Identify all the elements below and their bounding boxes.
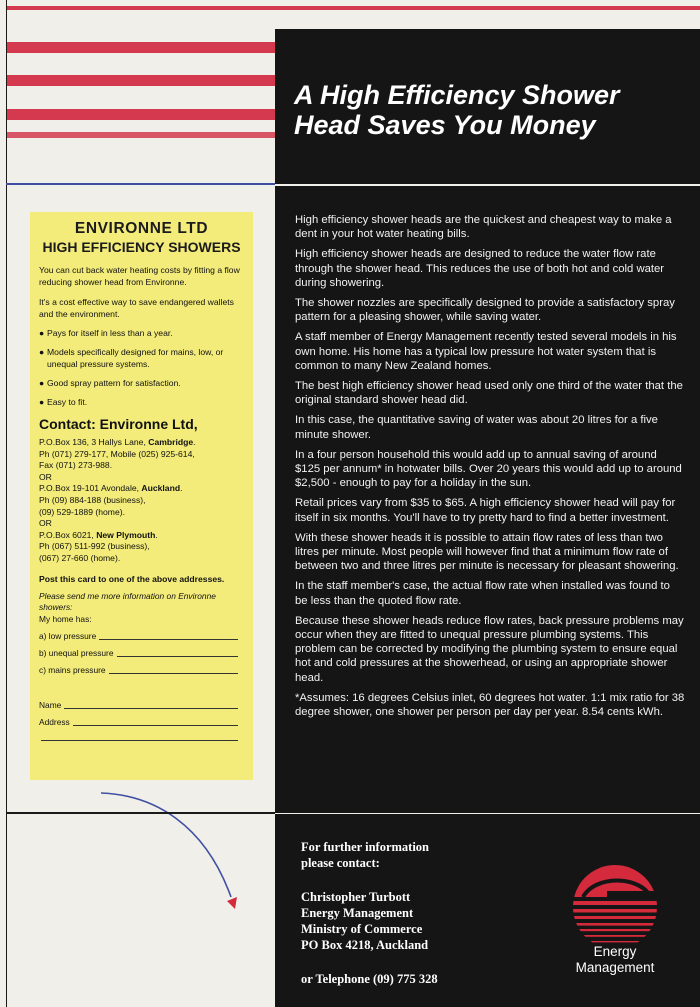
card-intro: You can cut back water heating costs by fitting a flow reducing shower head from Environne.: [39, 265, 240, 287]
address-phone: (067) 27-660 (home).: [39, 552, 121, 563]
option-label: b) unequal pressure: [39, 647, 114, 658]
blue-rule: [6, 183, 275, 185]
red-stripe: [7, 109, 275, 120]
article-paragraph: With these shower heads it is possible to attain flow rates of less than two litres per minute. Most people will however find that a minimum flow rate of between two and three litres per minute is necessary for pleasant showering.: [295, 531, 679, 573]
address-fill-line[interactable]: [41, 740, 238, 741]
red-stripe: [7, 75, 275, 86]
article-paragraph: The best high efficiency shower head used only one third of the water that the original standard shower head did.: [295, 380, 683, 407]
or-separator: OR: [39, 518, 52, 529]
arrow-icon: [95, 785, 255, 915]
option-low-pressure[interactable]: [39, 631, 244, 642]
address-label: Address: [39, 716, 70, 727]
address-text: P.O.Box 6021,: [39, 529, 97, 540]
address-text: .: [180, 483, 183, 494]
article-paragraph: A staff member of Energy Management recently tested several models in his own home. His home has a typical low pressure hot water system that is common to many New Zealand homes.: [295, 331, 677, 372]
bullet-text: Good spray pattern for satisfaction.: [47, 378, 181, 388]
address-fill-line[interactable]: [73, 725, 238, 726]
card-bullet: [39, 396, 244, 408]
contact-heading: Contact: Environne Ltd,: [39, 416, 198, 432]
address-cambridge: [39, 437, 244, 565]
name-field[interactable]: [39, 700, 244, 711]
contact-po-box: PO Box 4218, Auckland: [301, 938, 429, 953]
address-fax: Fax (071) 273-988.: [39, 460, 113, 471]
name-label: Name: [39, 699, 62, 710]
address-text: .: [155, 529, 158, 540]
article-paragraph: Retail prices vary from $35 to $65. A high efficiency shower head will pay for itself in six months. You'll have to try pretty hard to find a better investment.: [295, 497, 676, 524]
card-subtitle: HIGH EFFICIENCY SHOWERS: [42, 239, 241, 255]
option-fill-line[interactable]: [109, 673, 238, 674]
address-phone: (09) 529-1889 (home).: [39, 506, 125, 517]
address-phone: Ph (09) 884-188 (business),: [39, 494, 146, 505]
further-info-line: For further information: [301, 840, 429, 854]
article-footnote: *Assumes: 16 degrees Celsius inlet, 60 degrees hot water. 1:1 mix ratio for 38 degree shower, one shower per person per day per year. 8.54 cents kWh.: [295, 691, 685, 719]
address-text: .: [193, 437, 196, 447]
bullet-icon: ●: [39, 347, 45, 357]
frame-left-line: [6, 0, 7, 1007]
contact-name: Christopher Turbott: [301, 889, 411, 904]
headline-line-2: Head Saves You Money: [294, 110, 596, 140]
option-mains-pressure[interactable]: [39, 665, 244, 676]
headline: [294, 80, 694, 140]
address-text: P.O.Box 136, 3 Hallys Lane,: [39, 437, 149, 447]
option-label: c) mains pressure: [39, 664, 106, 675]
option-unequal-pressure[interactable]: [39, 648, 244, 659]
bullet-text: Easy to fit.: [47, 397, 88, 407]
option-label: a) low pressure: [39, 630, 97, 641]
option-fill-line[interactable]: [117, 656, 239, 657]
article-paragraph: Because these shower heads reduce flow rates, back pressure problems may occur when they are fitted to unequal pressure plumbing systems. This problem can be corrected by modifying the plumbing system to ensure equal hot and cold pressures at the showerhead, or using an appropriate shower head.: [295, 614, 684, 684]
article-body: [295, 213, 685, 725]
home-has-label: [39, 614, 244, 625]
address-phone: Ph (067) 511-992 (business),: [39, 541, 150, 552]
logo-label-line: Energy: [593, 944, 637, 959]
further-info-line: please contact:: [301, 856, 380, 871]
logo-label: [560, 944, 670, 976]
bullet-text: Models specifically designed for mains, low, or unequal pressure systems.: [47, 347, 224, 369]
card-bullet: [39, 346, 244, 370]
bottom-rule: [6, 812, 275, 814]
red-stripe: [7, 132, 275, 138]
red-stripe: [7, 6, 700, 10]
article-paragraph: In a four person household this would add up to annual saving of around $125 per annum* in hotwater bills. Over 20 years this would add up to around $2,500 - enough to pay for a holiday in the sun.: [295, 448, 682, 490]
card-intro: It's a cost effective way to save endangered wallets and the environment.: [39, 297, 234, 319]
request-text: Please send me more information on Environne showers:: [39, 590, 216, 612]
card-bullet: [39, 377, 244, 389]
address-city: Cambridge: [148, 437, 194, 447]
or-separator: OR: [39, 471, 52, 482]
article-paragraph: The shower nozzles are specifically designed to provide a satisfactory spray pattern for a pleasing shower, while saving water.: [295, 297, 675, 324]
contact-org: Ministry of Commerce: [301, 922, 423, 937]
bullet-icon: ●: [39, 328, 45, 338]
article-paragraph: In this case, the quantitative saving of water was about 20 litres for a five minute shower.: [295, 414, 658, 441]
bullet-text: Pays for itself in less than a year.: [47, 328, 173, 338]
contact-telephone: or Telephone (09) 775 328: [301, 971, 438, 986]
address-field[interactable]: [39, 717, 244, 728]
address-city: New Plymouth: [96, 529, 156, 540]
contact-org: Energy Management: [301, 905, 414, 920]
headline-line-1: A High Efficiency Shower: [294, 80, 620, 110]
article-paragraph: In the staff member's case, the actual flow rate when installed was found to be less than the quoted flow rate.: [295, 580, 670, 607]
address-city: Auckland: [141, 483, 181, 494]
article-paragraph: High efficiency shower heads are the quickest and cheapest way to make a dent in your hot water heating bills.: [295, 214, 672, 241]
name-fill-line[interactable]: [64, 708, 238, 709]
card-brand: ENVIRONNE LTD: [74, 220, 209, 237]
card-bullet: [39, 327, 244, 339]
option-fill-line[interactable]: [99, 639, 238, 640]
post-instruction: Post this card to one of the above addresses.: [39, 573, 225, 584]
reply-card: [30, 212, 253, 780]
article-paragraph: High efficiency shower heads are designed to reduce the water flow rate through the shower head. This reduces the use of both hot and cold water during showering.: [295, 248, 665, 289]
further-info: [301, 839, 531, 987]
home-has-text: My home has:: [39, 613, 92, 624]
logo-label-line: Management: [575, 960, 655, 975]
address-text: P.O.Box 19-101 Avondale,: [39, 483, 142, 494]
bullet-icon: ●: [39, 378, 45, 388]
address-phone: Ph (071) 279-177, Mobile (025) 925-614,: [39, 448, 195, 459]
bullet-icon: ●: [39, 397, 45, 407]
red-stripe: [7, 42, 275, 53]
